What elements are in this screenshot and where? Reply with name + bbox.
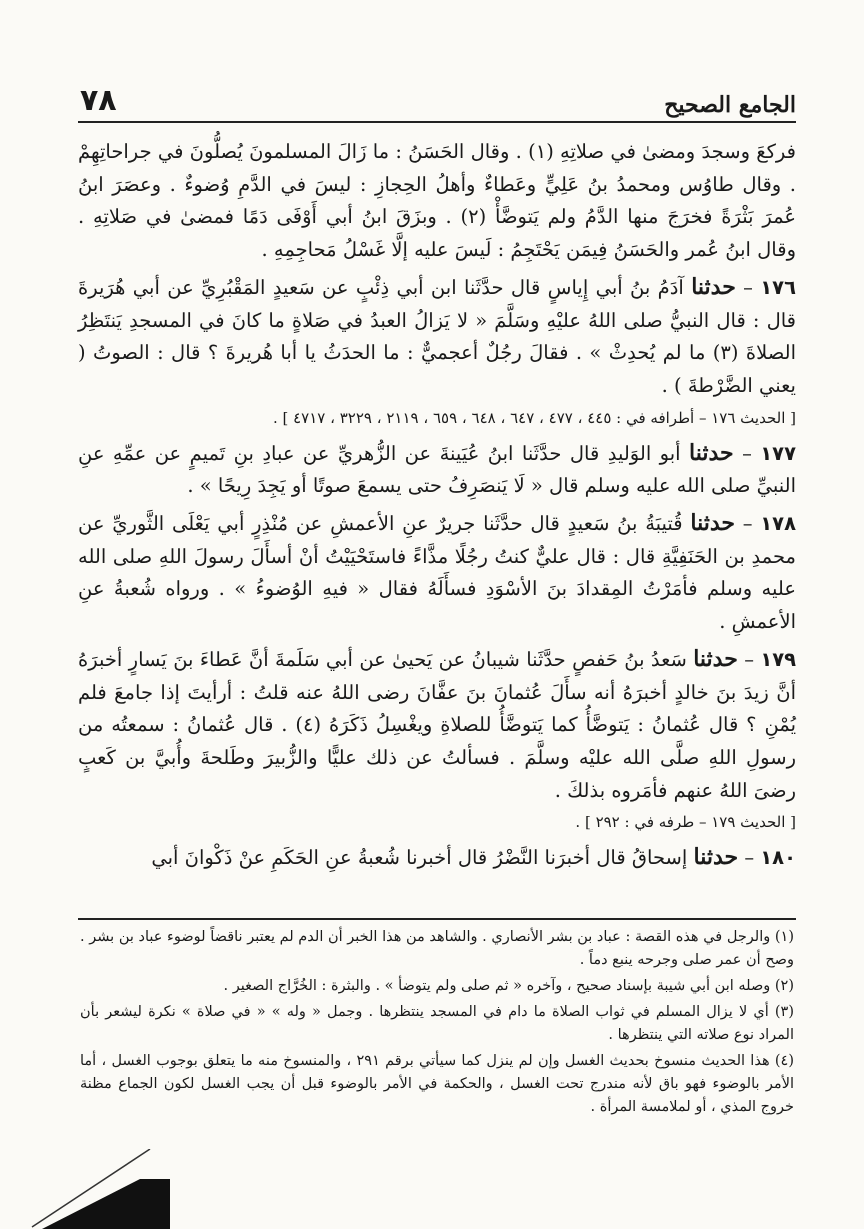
intro-paragraph: فركعَ وسجدَ ومضىٰ في صلاتِهِ (١) . وقال الحَسَنُ : ما زَالَ المسلمونَ يُصلُّونَ في جراحاتِهِمْ . وقال طاوُس ومحمدُ بنُ عَلِيٍّ وعَطاءٌ وأهلُ الحِجازِ : ليسَ في الدَّمِ وُضوءٌ . وعصَرَ ابنُ عُمرَ بَثْرَةً فخرَجَ منها الدَّمُ ولم يَتوضَّأْ (٢) . وبزَقَ ابنُ أبي أَوْفَى دَمًا فمضىٰ في صَلاتِهِ . وقال ابنُ عُمر والحَسَنُ فِيمَن يَحْتَجِمُ : لَيسَ عليه إلَّا غَسْلُ مَحاجِمِهِ . [78, 140, 796, 262]
main-text [78, 136, 796, 877]
hadith-opening-word: حدثنا [691, 273, 736, 300]
hadith-number: ١٧٧ [760, 441, 796, 465]
hadith-text: آدَمُ بنُ أبي إِياسٍ قال حدَّثَنا ابن أبي ذِئْبٍ عن سَعيدٍ المَقْبُرِيِّ عن أبي هُرَيرةَ قال : قال النبيُّ صلى اللهُ عليْهِ وسَلَّمَ « لا يَزالُ العبدُ في صَلاةٍ ما كانَ في المسجدِ يَنتَظِرُ الصلاةَ (٣) ما لم يُحدِثْ » . فقالَ رجُلٌ أعجميٌّ : ما الحدَثُ يا أبا هُريرةَ ؟ قال : الصوتُ ( يعني الضَّرْطةَ ) . [78, 275, 796, 397]
hadith-179: ١٧٩ – حدثنا سَعدُ بنُ حَفصٍ حدَّثَنا شيبانُ عن يَحيىٰ عن أبي سَلَمةَ أنَّ عَطاءَ بنَ يَسارٍ أخبرَهُ أنَّ زيدَ بنَ خالدٍ أخبرَهُ أنه سأَلَ عُثمانَ بنَ عفَّانَ رضى اللهُ عنه قلتُ : أرأيتَ إذا جامعَ فلم يُمْنِ ؟ قال عُثمانُ : يَتوضَّأُ كما يَتوضَّأُ للصلاةِ ويغْسِلُ ذَكَرَهُ (٤) . قال عُثمانُ : سمعتُه من رسولِ اللهِ صلَّى الله عليْه وسلَّمَ . فسألتُ عن ذلك عليًّا والزُّبيرَ وطَلحةَ وأُبيَّ بن كَعبٍ رضىَ اللهُ عنهم فأمَروه بذلكَ . [78, 645, 797, 802]
hadith-text: إسحاقُ قال أخبرَنا النَّضْرُ قال أخبرنا شُعبةُ عنِ الحَكَمِ عنْ ذَكْوانَ أبي [151, 846, 688, 870]
hadith-176: ١٧٦ – حدثنا آدَمُ بنُ أبي إِياسٍ قال حدَّثَنا ابن أبي ذِئْبٍ عن سَعيدٍ المَقْبُرِيِّ عن أبي هُرَيرةَ قال : قال النبيُّ صلى اللهُ عليْهِ وسَلَّمَ « لا يَزالُ العبدُ في صَلاةٍ ما كانَ في المسجدِ يَنتَظِرُ الصلاةَ (٣) ما لم يُحدِثْ » . فقالَ رجُلٌ أعجميٌّ : ما الحدَثُ يا أبا هُريرةَ ؟ قال : الصوتُ ( يعني الضَّرْطةَ ) . [78, 273, 796, 397]
hadith-text: سَعدُ بنُ حَفصٍ حدَّثَنا شيبانُ عن يَحيىٰ عن أبي سَلَمةَ أنَّ عَطاءَ بنَ يَسارٍ أخبرَهُ أنَّ زيدَ بنَ خالدٍ أخبرَهُ أنه سأَلَ عُثمانَ بنَ عفَّانَ رضى اللهُ عنه قلتُ : أرأيتَ إذا جامعَ فلم يُمْنِ ؟ قال عُثمانُ : يَتوضَّأُ كما يَتوضَّأُ للصلاةِ ويغْسِلُ ذَكَرَهُ (٤) . قال عُثمانُ : سمعتُه من رسولِ اللهِ صلَّى الله عليْه وسلَّمَ . فسألتُ عن ذلك عليًّا والزُّبيرَ وطَلحةَ وأُبيَّ بن كَعبٍ رضىَ اللهُ عنهم فأمَروه بذلكَ . [78, 647, 797, 802]
hadith-opening-word: حدثنا [690, 510, 736, 537]
footnotes [80, 926, 794, 1122]
hadith-number: ١٧٨ [760, 512, 796, 536]
footnote-1: (١) والرجل في هذه القصة : عباد بن بشر الأنصاري . والشاهد من هذا الخبر أن الدم لم يعتبر ناقضاً لوضوء عباد بن بشر . وصح أن عمر صلى وجرحه ينبع دماً . [80, 929, 794, 968]
hadith-180: ١٨٠ – حدثنا إسحاقُ قال أخبرَنا النَّضْرُ قال أخبرنا شُعبةُ عنِ الحَكَمِ عنْ ذَكْوانَ أبي [151, 844, 796, 871]
running-title: الجامع الصحيح [664, 92, 796, 118]
scan-edge-artifact [30, 1149, 170, 1229]
hadith-177: ١٧٧ – حدثنا أبو الوَليدِ قال حدَّثَنا ابنُ عُيَينةَ عن الزُّهريِّ عن عبادِ بنِ تَميمٍ عن عمِّهِ عنِ النبيِّ صلى الله عليه وسلم قال « لَا يَنصَرِفُ حتى يسمعَ صوتًا أو يَجِدَ رِيحًا » . [78, 439, 796, 498]
page-number: ٧٨ [80, 83, 117, 118]
footnote-2: (٢) وصله ابن أبي شيبة بإسناد صحيح ، وآخره « ثم صلى ولم يتوضأ » . والبثرة : الخُرَّاج الصغير . [223, 978, 794, 994]
hadith-number: ١٧٦ [760, 275, 796, 299]
footnote-3: (٣) أي لا يزال المسلم في ثواب الصلاة ما دام في المسجد ينتظرها . وجمل « وله » « في صلاة » نكرة ليشعر بأن المراد نوع صلاته التي ينتظرها . [80, 1004, 794, 1043]
hadith-number: ١٨٠ [760, 846, 796, 870]
hadith-number: ١٧٩ [760, 647, 797, 671]
hadith-opening-word: حدثنا [693, 645, 738, 672]
footnote-divider [78, 918, 796, 920]
page-header [80, 78, 796, 118]
hadith-text: قُتيبَةُ بنُ سَعيدٍ قال حدَّثَنا جريرٌ عنِ الأعمشِ عن مُنْذِرٍ أبي يَعْلَى الثَّوريِّ عن محمدِ بن الحَنَفِيَّةِ قال : قال عليٌّ كنتُ رجُلًا مذَّاءً فاستَحْيَيْتُ أنْ أسأَلَ رسولَ اللهِ صلى الله عليه وسلم فأمَرْتُ المِقدادَ بنَ الأسْوَدِ فسأَلَهُ فقال « فيهِ الوُضوءُ » . ورواه شُعبةُ عنِ الأعمشِ . [78, 512, 796, 634]
footnote-4: (٤) هذا الحديث منسوخ بحديث الغسل وإن لم ينزل كما سيأتي برقم ٢٩١ ، والمنسوخ منه ما يتعلق بوجوب الغسل ، أما الأمر بالوضوء فهو باق لأنه مندرج تحت الغسل ، والحكمة في الأمر بالوضوء قبل أن يجب الغسل لكون الجماع مظنة خروج المذي ، أو لملامسة المرأة . [80, 1053, 794, 1115]
hadith-reference: [ الحديث ١٧٦ – أطرافه في : ٤٤٥ ، ٤٧٧ ، ٦٤٧ ، ٦٤٨ ، ٦٥٩ ، ٢١١٩ ، ٣٢٢٩ ، ٤٧١٧ ] . [272, 408, 796, 427]
hadith-opening-word: حدثنا [689, 439, 734, 466]
header-divider [78, 121, 796, 123]
hadith-opening-word: حدثنا [693, 844, 739, 871]
hadith-text: أبو الوَليدِ قال حدَّثَنا ابنُ عُيَينةَ عن الزُّهريِّ عن عبادِ بنِ تَميمٍ عن عمِّهِ عنِ النبيِّ صلى الله عليه وسلم قال « لَا يَنصَرِفُ حتى يسمعَ صوتًا أو يَجِدَ رِيحًا » . [78, 441, 796, 498]
hadith-178: ١٧٨ – حدثنا قُتيبَةُ بنُ سَعيدٍ قال حدَّثَنا جريرٌ عنِ الأعمشِ عن مُنْذِرٍ أبي يَعْلَى الثَّوريِّ عن محمدِ بن الحَنَفِيَّةِ قال : قال عليٌّ كنتُ رجُلًا مذَّاءً فاستَحْيَيْتُ أنْ أسأَلَ رسولَ اللهِ صلى الله عليه وسلم فأمَرْتُ المِقدادَ بنَ الأسْوَدِ فسأَلَهُ فقال « فيهِ الوُضوءُ » . ورواه شُعبةُ عنِ الأعمشِ . [78, 510, 796, 634]
hadith-reference: [ الحديث ١٧٩ – طرفه في : ٢٩٢ ] . [575, 813, 796, 832]
